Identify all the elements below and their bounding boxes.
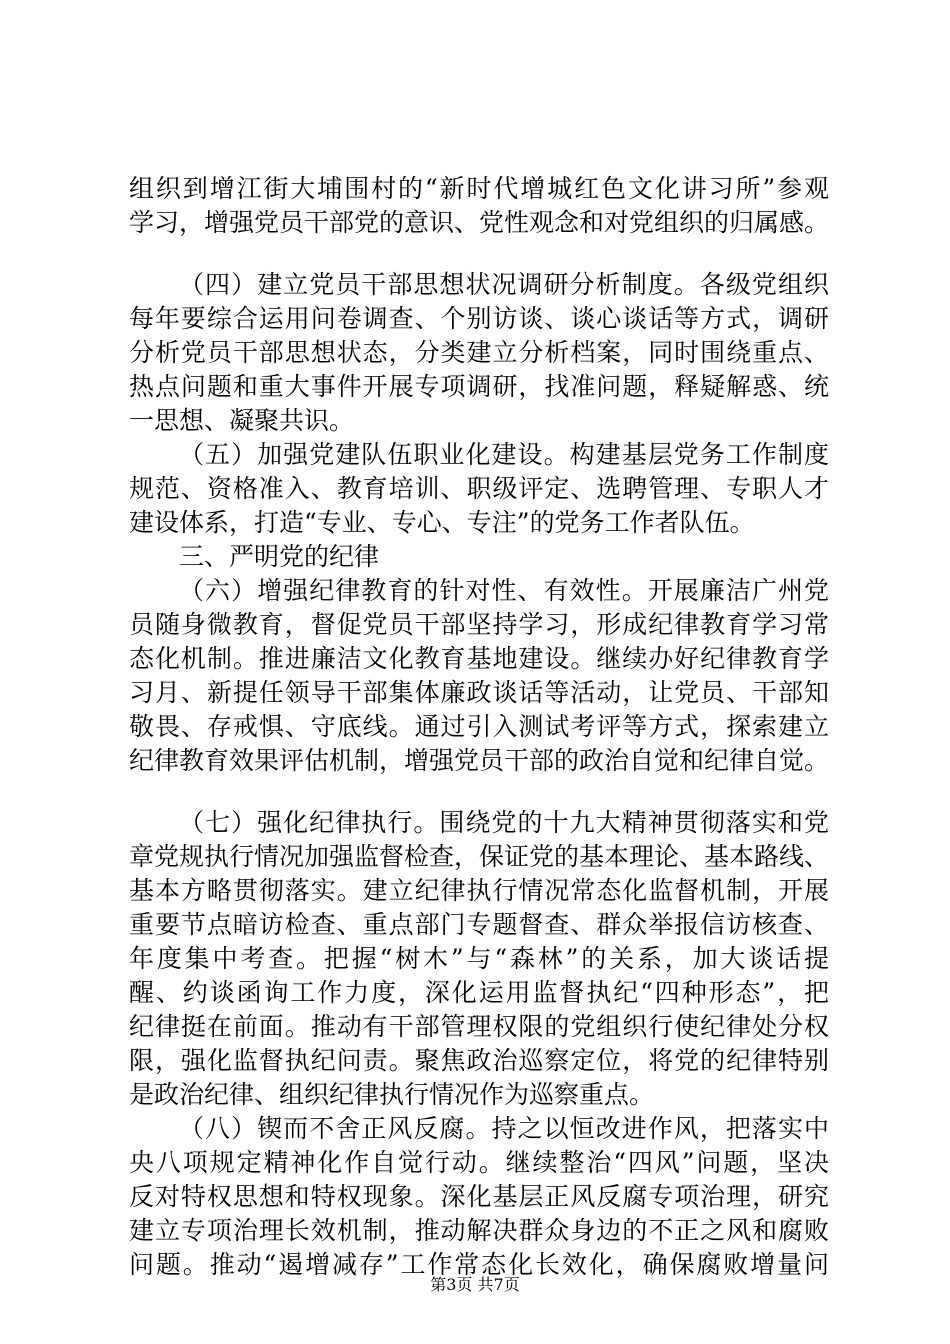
text-line: 员随身微教育，督促党员干部坚持学习，形成纪律教育学习常 (129, 610, 829, 639)
text-line: 一思想、凝聚共识。 (129, 406, 355, 435)
text-line: （四）建立党员干部思想状况调研分析制度。各级党组织 (179, 270, 829, 299)
text-line: 学习，增强党员干部党的意识、党性观念和对党组织的归属感。 (129, 208, 829, 237)
text-line: 限，强化监督执纪问责。聚焦政治巡察定位，将党的纪律特别 (129, 1046, 829, 1075)
text-line: 央八项规定精神化作自觉行动。继续整治“四风”问题，坚决 (129, 1148, 829, 1177)
text-line: 章党规执行情况加强监督检查，保证党的基本理论、基本路线、 (129, 842, 829, 871)
text-line: （五）加强党建队伍职业化建设。构建基层党务工作制度 (179, 440, 829, 469)
text-line: 基本方略贯彻落实。建立纪律执行情况常态化监督机制，开展 (129, 876, 829, 905)
text-line: 组织到增江街大埔围村的“新时代增城红色文化讲习所”参观 (129, 174, 829, 203)
text-line: 每年要综合运用问卷调查、个别访谈、谈心谈话等方式，调研 (129, 304, 829, 333)
text-line: （八）锲而不舍正风反腐。持之以恒改进作风，把落实中 (179, 1114, 829, 1143)
text-line: 建设体系，打造“专业、专心、专注”的党务工作者队伍。 (129, 508, 755, 537)
text-line: 敬畏、存戒惧、守底线。通过引入测试考评等方式，探索建立 (129, 712, 829, 741)
text-line: 分析党员干部思想状态，分类建立分析档案，同时围绕重点、 (129, 338, 829, 367)
text-line: 问题。推动“遏增减存”工作常态化长效化，确保腐败增量问 (129, 1250, 829, 1279)
section-heading: 三、严明党的纪律 (179, 542, 380, 571)
text-line: 年度集中考查。把握“树木”与“森林”的关系，加大谈话提 (129, 944, 829, 973)
text-line: （七）强化纪律执行。围绕党的十九大精神贯彻落实和党 (179, 808, 829, 837)
text-line: 习月、新提任领导干部集体廉政谈话等活动，让党员、干部知 (129, 678, 829, 707)
text-line: 热点问题和重大事件开展专项调研，找准问题，释疑解惑、统 (129, 372, 829, 401)
text-line: 醒、约谈函询工作力度，深化运用监督执纪“四种形态”，把 (129, 978, 829, 1007)
page-number-footer: 第3页 共7页 (430, 1275, 520, 1294)
text-line: 规范、资格准入、教育培训、职级评定、选聘管理、专职人才 (129, 474, 829, 503)
text-line: 态化机制。推进廉洁文化教育基地建设。继续办好纪律教育学 (129, 644, 829, 673)
text-line: 是政治纪律、组织纪律执行情况作为巡察重点。 (129, 1080, 655, 1109)
text-line: （六）增强纪律教育的针对性、有效性。开展廉洁广州党 (179, 576, 829, 605)
text-line: 反对特权思想和特权现象。深化基层正风反腐专项治理，研究 (129, 1182, 829, 1211)
text-line: 纪律教育效果评估机制，增强党员干部的政治自觉和纪律自觉。 (129, 746, 829, 775)
text-line: 纪律挺在前面。推动有干部管理权限的党组织行使纪律处分权 (129, 1012, 829, 1041)
text-line: 重要节点暗访检查、重点部门专题督查、群众举报信访核查、 (129, 910, 829, 939)
text-line: 建立专项治理长效机制，推动解决群众身边的不正之风和腐败 (129, 1216, 829, 1245)
